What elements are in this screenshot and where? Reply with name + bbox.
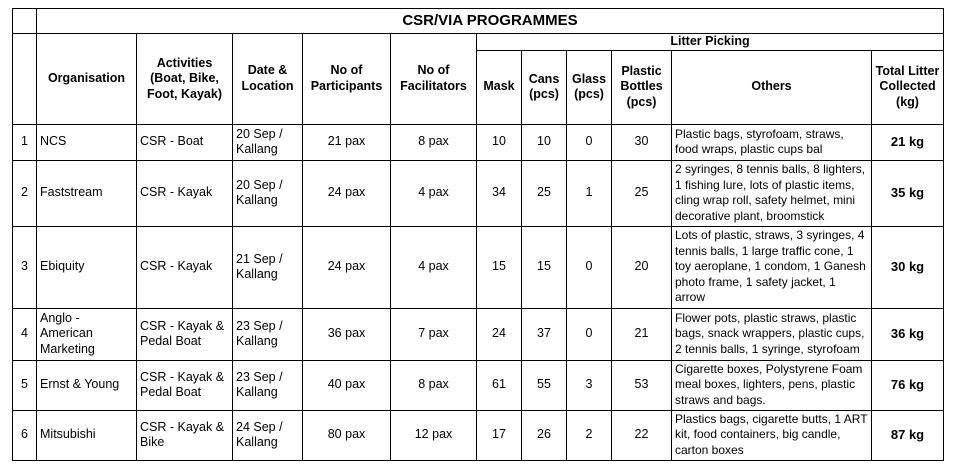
csr-programmes-table xyxy=(12,8,944,461)
mask-cell: 61 xyxy=(477,360,522,410)
cans-cell: 37 xyxy=(522,308,567,360)
total-litter-header: Total Litter Collected (kg) xyxy=(872,50,944,124)
organisation-cell: NCS xyxy=(37,124,137,160)
row-number: 2 xyxy=(13,160,37,226)
glass-cell: 1 xyxy=(567,160,612,226)
plastic-bottles-header: Plastic Bottles (pcs) xyxy=(612,50,672,124)
mask-cell: 24 xyxy=(477,308,522,360)
participants-cell: 80 pax xyxy=(303,410,391,460)
mask-cell: 17 xyxy=(477,410,522,460)
activity-cell: CSR - Boat xyxy=(137,124,233,160)
organisation-cell: Faststream xyxy=(37,160,137,226)
total-litter-cell: 87 kg xyxy=(872,410,944,460)
date-location-header: Date & Location xyxy=(233,34,303,125)
table-row xyxy=(13,308,944,360)
facilitators-cell: 4 pax xyxy=(391,160,477,226)
table-title: CSR/VIA PROGRAMMES xyxy=(37,9,944,34)
cans-cell: 26 xyxy=(522,410,567,460)
mask-header: Mask xyxy=(477,50,522,124)
litter-picking-header: Litter Picking xyxy=(477,34,944,51)
organisation-cell: Ebiquity xyxy=(37,226,137,308)
glass-cell: 0 xyxy=(567,226,612,308)
organisation-cell: Mitsubishi xyxy=(37,410,137,460)
others-header: Others xyxy=(672,50,872,124)
plastic-bottles-cell: 53 xyxy=(612,360,672,410)
date-location-cell: 24 Sep / Kallang xyxy=(233,410,303,460)
others-cell: Plastic bags, styrofoam, straws, food wraps, plastic cups bal xyxy=(672,124,872,160)
facilitators-header: No of Facilitators xyxy=(391,34,477,125)
others-cell: Lots of plastic, straws, 3 syringes, 4 tennis balls, 1 large traffic cone, 1 toy aeroplane, 1 condom, 1 Ganesh photo frame, 1 safety jacket, 1 arrow xyxy=(672,226,872,308)
total-litter-cell: 36 kg xyxy=(872,308,944,360)
row-number: 3 xyxy=(13,226,37,308)
table-row xyxy=(13,160,944,226)
facilitators-cell: 8 pax xyxy=(391,124,477,160)
facilitators-cell: 12 pax xyxy=(391,410,477,460)
table-row xyxy=(13,360,944,410)
activity-cell: CSR - Kayak & Pedal Boat xyxy=(137,308,233,360)
organisation-cell: Anglo - American Marketing xyxy=(37,308,137,360)
others-cell: Flower pots, plastic straws, plastic bags, snack wrappers, plastic cups, 2 tennis balls, 1 syringe, styrofoam xyxy=(672,308,872,360)
plastic-bottles-cell: 22 xyxy=(612,410,672,460)
plastic-bottles-cell: 21 xyxy=(612,308,672,360)
plastic-bottles-cell: 30 xyxy=(612,124,672,160)
row-number: 1 xyxy=(13,124,37,160)
activity-cell: CSR - Kayak & Pedal Boat xyxy=(137,360,233,410)
mask-cell: 15 xyxy=(477,226,522,308)
others-cell: Plastics bags, cigarette butts, 1 ART kit, food containers, big candle, carton boxes xyxy=(672,410,872,460)
organisation-header: Organisation xyxy=(37,34,137,125)
date-location-cell: 23 Sep / Kallang xyxy=(233,360,303,410)
activity-cell: CSR - Kayak & Bike xyxy=(137,410,233,460)
total-litter-cell: 30 kg xyxy=(872,226,944,308)
glass-cell: 0 xyxy=(567,124,612,160)
activity-cell: CSR - Kayak xyxy=(137,160,233,226)
cans-cell: 55 xyxy=(522,360,567,410)
activity-cell: CSR - Kayak xyxy=(137,226,233,308)
activities-header: Activities (Boat, Bike, Foot, Kayak) xyxy=(137,34,233,125)
plastic-bottles-cell: 25 xyxy=(612,160,672,226)
table-row xyxy=(13,124,944,160)
participants-cell: 24 pax xyxy=(303,160,391,226)
participants-header: No of Participants xyxy=(303,34,391,125)
facilitators-cell: 7 pax xyxy=(391,308,477,360)
total-litter-cell: 76 kg xyxy=(872,360,944,410)
organisation-cell: Ernst & Young xyxy=(37,360,137,410)
participants-cell: 40 pax xyxy=(303,360,391,410)
date-location-cell: 20 Sep / Kallang xyxy=(233,124,303,160)
mask-cell: 34 xyxy=(477,160,522,226)
date-location-cell: 21 Sep / Kallang xyxy=(233,226,303,308)
date-location-cell: 23 Sep / Kallang xyxy=(233,308,303,360)
row-number: 6 xyxy=(13,410,37,460)
total-litter-cell: 35 kg xyxy=(872,160,944,226)
others-cell: 2 syringes, 8 tennis balls, 8 lighters, 1 fishing lure, lots of plastic items, cling wrap roll, safety helmet, mini decorative plant, broomstick xyxy=(672,160,872,226)
corner-cell xyxy=(13,9,37,34)
no-header xyxy=(13,34,37,125)
row-number: 4 xyxy=(13,308,37,360)
programme-table-wrapper xyxy=(12,8,944,461)
cans-cell: 25 xyxy=(522,160,567,226)
cans-cell: 15 xyxy=(522,226,567,308)
glass-header: Glass (pcs) xyxy=(567,50,612,124)
glass-cell: 3 xyxy=(567,360,612,410)
others-cell: Cigarette boxes, Polystyrene Foam meal boxes, lighters, pens, plastic straws and bags. xyxy=(672,360,872,410)
cans-cell: 10 xyxy=(522,124,567,160)
glass-cell: 0 xyxy=(567,308,612,360)
facilitators-cell: 4 pax xyxy=(391,226,477,308)
date-location-cell: 20 Sep / Kallang xyxy=(233,160,303,226)
participants-cell: 21 pax xyxy=(303,124,391,160)
mask-cell: 10 xyxy=(477,124,522,160)
participants-cell: 36 pax xyxy=(303,308,391,360)
table-row xyxy=(13,410,944,460)
total-litter-cell: 21 kg xyxy=(872,124,944,160)
glass-cell: 2 xyxy=(567,410,612,460)
facilitators-cell: 8 pax xyxy=(391,360,477,410)
row-number: 5 xyxy=(13,360,37,410)
plastic-bottles-cell: 20 xyxy=(612,226,672,308)
participants-cell: 24 pax xyxy=(303,226,391,308)
cans-header: Cans (pcs) xyxy=(522,50,567,124)
table-row xyxy=(13,226,944,308)
